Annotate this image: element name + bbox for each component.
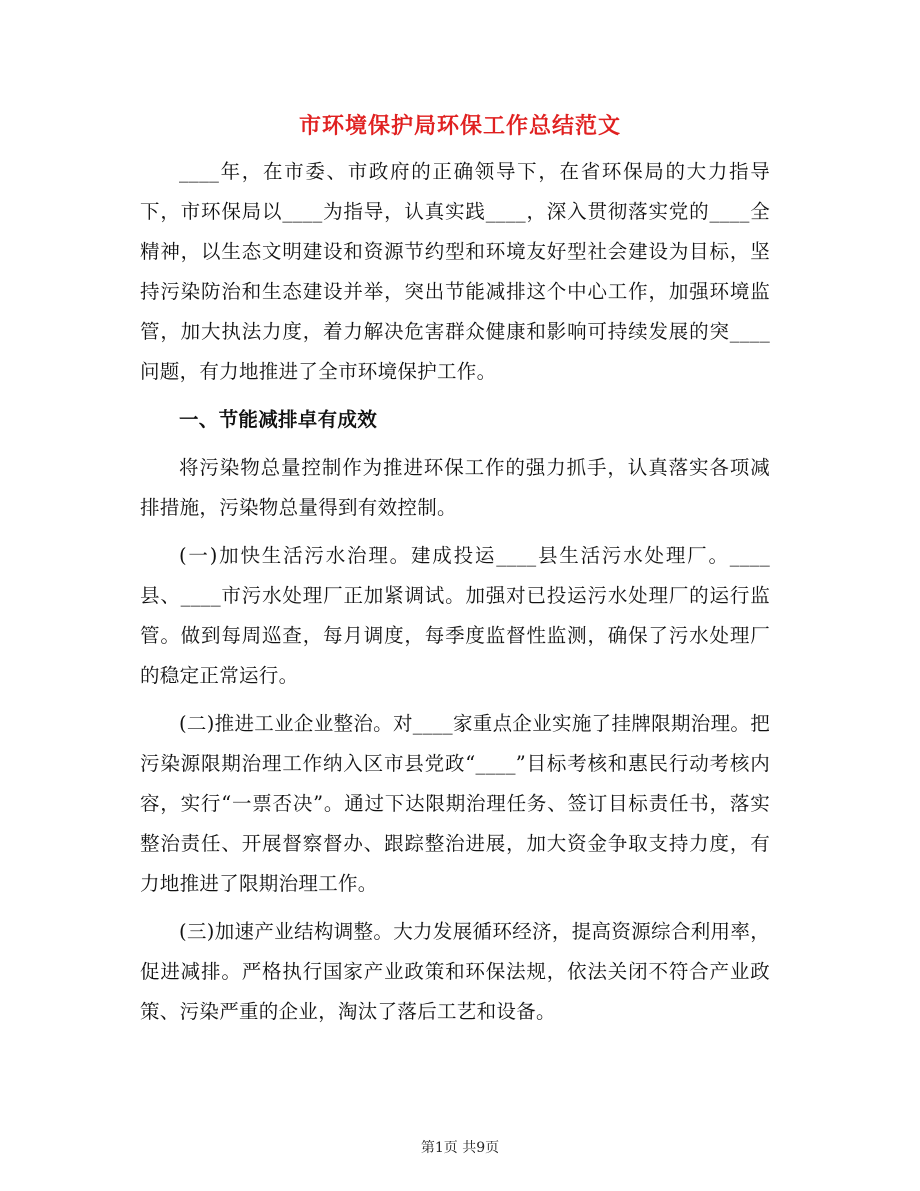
item-three-paragraph: (三)加速产业结构调整。大力发展循环经济，提高资源综合利用率，促进减排。严格执行国家产业政策和环保法规，依法关闭不符合产业政策、污染严重的企业，淘汰了落后工艺和设备。 xyxy=(140,920,770,1023)
section-heading: 一、节能减排卓有成效 xyxy=(179,408,378,431)
item-two-paragraph: (二)推进工业企业整治。对____家重点企业实施了挂牌限期治理。把污染源限期治理工作纳入区市县党政“____”目标考核和惠民行动考核内容，实行“一票否决”。通过下达限期治理任务、签订目标责任书，落实整治责任、开展督察督办、跟踪整治进展，加大资金争取支持力度，有力地推进了限期治理工作。 xyxy=(140,712,770,895)
document-title: 市环境保护局环保工作总结范文 xyxy=(298,113,621,139)
section-intro-paragraph: 将污染物总量控制作为推进环保工作的强力抓手，认真落实各项减排措施，污染物总量得到有效控制。 xyxy=(140,456,770,519)
document-body xyxy=(140,152,770,1032)
page-number-footer: 第1页 共9页 xyxy=(420,1140,500,1156)
intro-paragraph: ____年，在市委、市政府的正确领导下，在省环保局的大力指导下，市环保局以____为指导，认真实践____，深入贯彻落实党的____全精神，以生态文明建设和资源节约型和环境友好型社会建设为目标，坚持污染防治和生态建设并举，突出节能减排这个中心工作，加强环境监管，加大执法力度，着力解决危害群众健康和影响可持续发展的突____问题，有力地推进了全市环境保护工作。 xyxy=(140,160,770,383)
item-one-paragraph: (一)加快生活污水治理。建成投运____县生活污水处理厂。____县、____市污水处理厂正加紧调试。加强对已投运污水处理厂的运行监管。做到每周巡查，每月调度，每季度监督性监测，确保了污水处理厂的稳定正常运行。 xyxy=(140,544,770,687)
